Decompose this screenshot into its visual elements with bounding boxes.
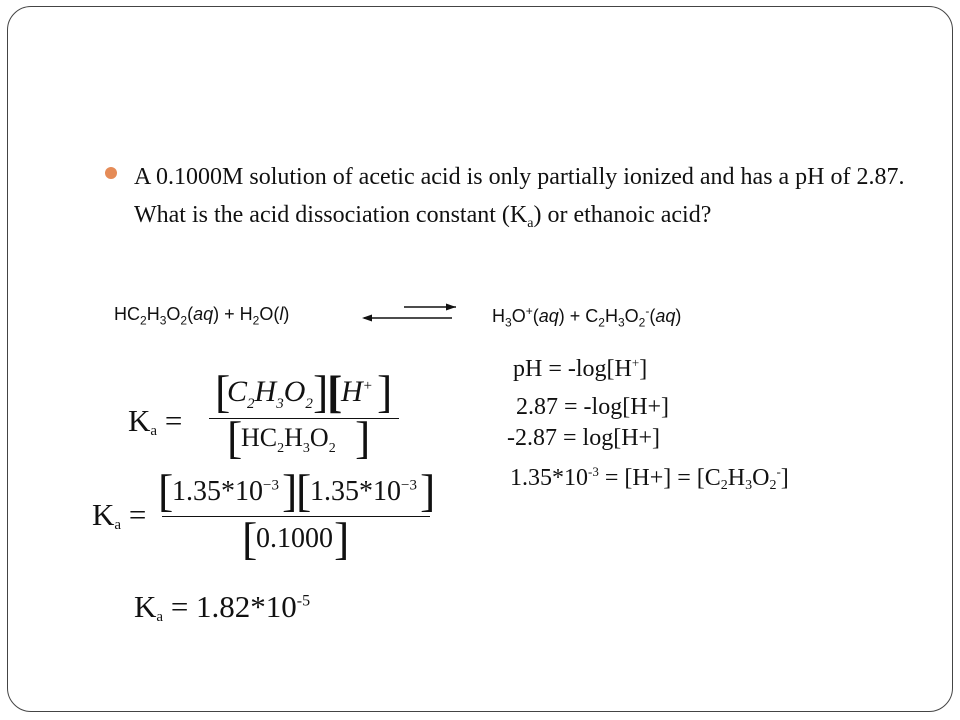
step-concentration: $1.35*10^{-3} = [H+] = [C_2H_3O_2^-]$ bbox=[510, 464, 789, 493]
bullet-point-icon bbox=[105, 167, 117, 179]
step-ph-definition: pH = -log[H+] bbox=[513, 355, 648, 382]
equilibrium-arrows-icon bbox=[360, 302, 460, 326]
ka-label-1: $K_a$ = bbox=[128, 403, 183, 439]
reaction-products: $H_3O^+(aq) + C_2H_3O_2^-(aq)$ bbox=[492, 304, 682, 330]
question-text: A 0.1000M solution of acetic acid is only partially ionized and has a pH of 2.87. What is the acid dissociation constant $(K_a)$ or ethanoic acid? bbox=[134, 164, 905, 231]
reaction-reactants: $HC_2H_3O_2(aq) + H_2O(l)$ bbox=[114, 304, 290, 328]
step-negated: -2.87 = log[H+] bbox=[507, 425, 661, 451]
step-ph-value: 2.87 = -log[H+] bbox=[516, 394, 670, 420]
ka-fraction-symbolic: [ $C_2H_3O_2$ ] [ H+ ] [ $HC_2H_3O_2$ ] bbox=[205, 365, 405, 455]
ka-label-2: $K_a$ = bbox=[92, 497, 147, 533]
ka-fraction-numeric: [ $1.35*10^{-3}$ ] [ $1.35*10^{-3}$ ] [ 0.1000 ] bbox=[158, 465, 436, 564]
ka-result: $K_a = 1.82*10^{-5}$ bbox=[134, 589, 311, 625]
